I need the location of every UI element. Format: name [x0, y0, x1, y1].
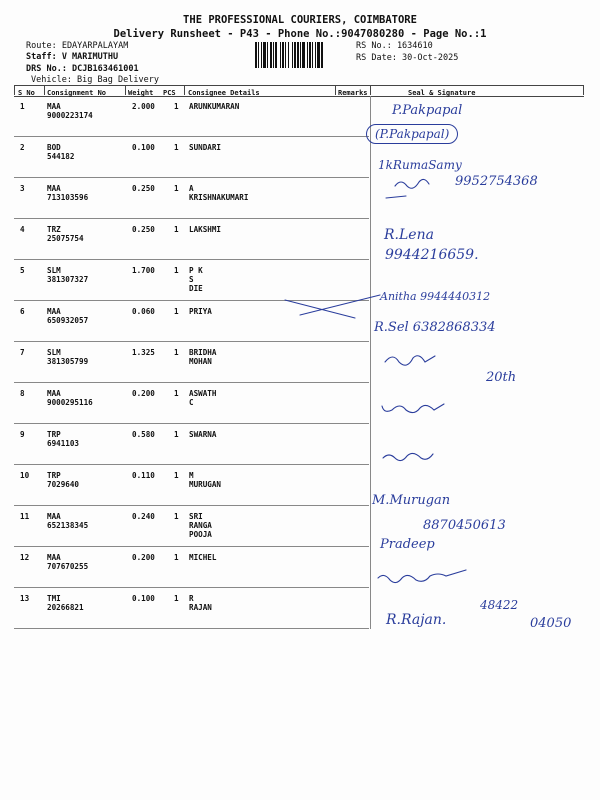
row-consignment: MAA 652138345 [47, 512, 89, 530]
row-consignee: ASWATH C [189, 389, 217, 407]
row-sno: 4 [20, 225, 25, 234]
row-pcs: 1 [174, 307, 179, 316]
row-pcs: 1 [174, 184, 179, 193]
row-pcs: 1 [174, 389, 179, 398]
row-weight: 0.240 [132, 512, 155, 521]
col-header-weight: Weight [128, 89, 154, 97]
row-weight: 0.100 [132, 143, 155, 152]
signature-text: 48422 [480, 598, 519, 612]
row-weight: 0.250 [132, 184, 155, 193]
row-pcs: 1 [174, 143, 179, 152]
row-consignee: A KRISHNAKUMARI [189, 184, 249, 202]
row-consignee: ARUNKUMARAN [189, 102, 240, 111]
row-pcs: 1 [174, 594, 179, 603]
row-consignment: MAA 707670255 [47, 553, 89, 571]
col-header-signature: Seal & Signature [408, 89, 476, 97]
row-consignment: BOD 544182 [47, 143, 75, 161]
drs-label: DRS No.: DCJB163461001 [26, 64, 139, 74]
signature-text: P.Pakpapal [392, 103, 463, 118]
row-consignment: SLM 381305799 [47, 348, 89, 366]
row-consignment: TMI 20266821 [47, 594, 84, 612]
signature-text: 8870450613 [423, 518, 506, 533]
row-pcs: 1 [174, 512, 179, 521]
row-consignment: TRP 7029640 [47, 471, 80, 489]
row-consignee: P K S DIE [189, 266, 203, 293]
row-pcs: 1 [174, 553, 179, 562]
row-sno: 12 [20, 553, 30, 562]
row-consignee: BRIDHA MOHAN [189, 348, 217, 366]
row-weight: 0.060 [132, 307, 155, 316]
row-pcs: 1 [174, 430, 179, 439]
row-pcs: 1 [174, 348, 179, 357]
row-pcs: 1 [174, 266, 179, 275]
staff-label: Staff: V MARIMUTHU [26, 52, 119, 62]
row-sno: 10 [20, 471, 30, 480]
signature-text: 20th [486, 370, 517, 385]
vehicle-label: Vehicle: Big Bag Delivery [31, 75, 159, 85]
row-sno: 11 [20, 512, 30, 521]
row-pcs: 1 [174, 225, 179, 234]
col-header-pcs: PCS [163, 89, 176, 97]
rs-date-label: RS Date: 30-Oct-2025 [356, 53, 459, 63]
row-sno: 6 [20, 307, 25, 316]
signature-text: Pradeep [380, 537, 435, 552]
row-weight: 0.110 [132, 471, 155, 480]
signature-text: R.Rajan. [386, 612, 447, 628]
row-weight: 0.200 [132, 553, 155, 562]
rs-no-label: RS No.: 1634610 [356, 41, 433, 51]
row-pcs: 1 [174, 471, 179, 480]
row-weight: 0.580 [132, 430, 155, 439]
route-label: Route: EDAYARPALAYAM [26, 41, 129, 51]
row-weight: 1.325 [132, 348, 155, 357]
row-sno: 8 [20, 389, 25, 398]
signature-text: 04050 [530, 616, 572, 631]
company-title: THE PROFESSIONAL COURIERS, COIMBATORE [183, 14, 417, 26]
signature-text: 9952754368 [455, 174, 538, 189]
row-consignee: SWARNA [189, 430, 217, 439]
row-consignee: SUNDARI [189, 143, 222, 152]
col-header-consignee: Consignee Details [188, 89, 260, 97]
col-header-consignment: Consignment No [47, 89, 107, 97]
signature-text: R.Lena [384, 227, 434, 243]
row-consignment: MAA 713103596 [47, 184, 89, 202]
row-consignee: SRI RANGA POOJA [189, 512, 212, 539]
row-sno: 7 [20, 348, 25, 357]
row-sno: 3 [20, 184, 25, 193]
row-sno: 5 [20, 266, 25, 275]
row-sno: 9 [20, 430, 25, 439]
signature-text: R.Sel 6382868334 [374, 320, 496, 335]
row-consignment: MAA 9000223174 [47, 102, 93, 120]
row-consignee: MICHEL [189, 553, 217, 562]
row-consignee: PRIYA [189, 307, 212, 316]
row-weight: 0.200 [132, 389, 155, 398]
row-sno: 1 [20, 102, 25, 111]
row-sno: 13 [20, 594, 30, 603]
row-weight: 0.100 [132, 594, 155, 603]
row-weight: 1.700 [132, 266, 155, 275]
signature-text: (P.Pakpapal) [366, 124, 458, 144]
row-sno: 2 [20, 143, 25, 152]
row-consignment: TRP 6941103 [47, 430, 80, 448]
row-consignment: MAA 650932057 [47, 307, 89, 325]
row-consignment: MAA 9000295116 [47, 389, 93, 407]
col-header-sno: S No [18, 89, 35, 97]
signature-text: 9944216659. [385, 247, 479, 263]
row-consignment: TRZ 25075754 [47, 225, 84, 243]
signature-text: 1kRumaSamy [378, 158, 462, 172]
row-consignee: LAKSHMI [189, 225, 222, 234]
row-weight: 2.000 [132, 102, 155, 111]
row-pcs: 1 [174, 102, 179, 111]
signature-text: M.Murugan [372, 493, 451, 508]
runsheet-subtitle: Delivery Runsheet - P43 - Phone No.:9047080280 - Page No.:1 [113, 28, 487, 40]
row-consignee: R RAJAN [189, 594, 212, 612]
signature-text: Anitha 9944440312 [380, 290, 491, 303]
row-consignee: M MURUGAN [189, 471, 222, 489]
row-weight: 0.250 [132, 225, 155, 234]
row-consignment: SLM 381307327 [47, 266, 89, 284]
col-header-remarks: Remarks [338, 89, 368, 97]
